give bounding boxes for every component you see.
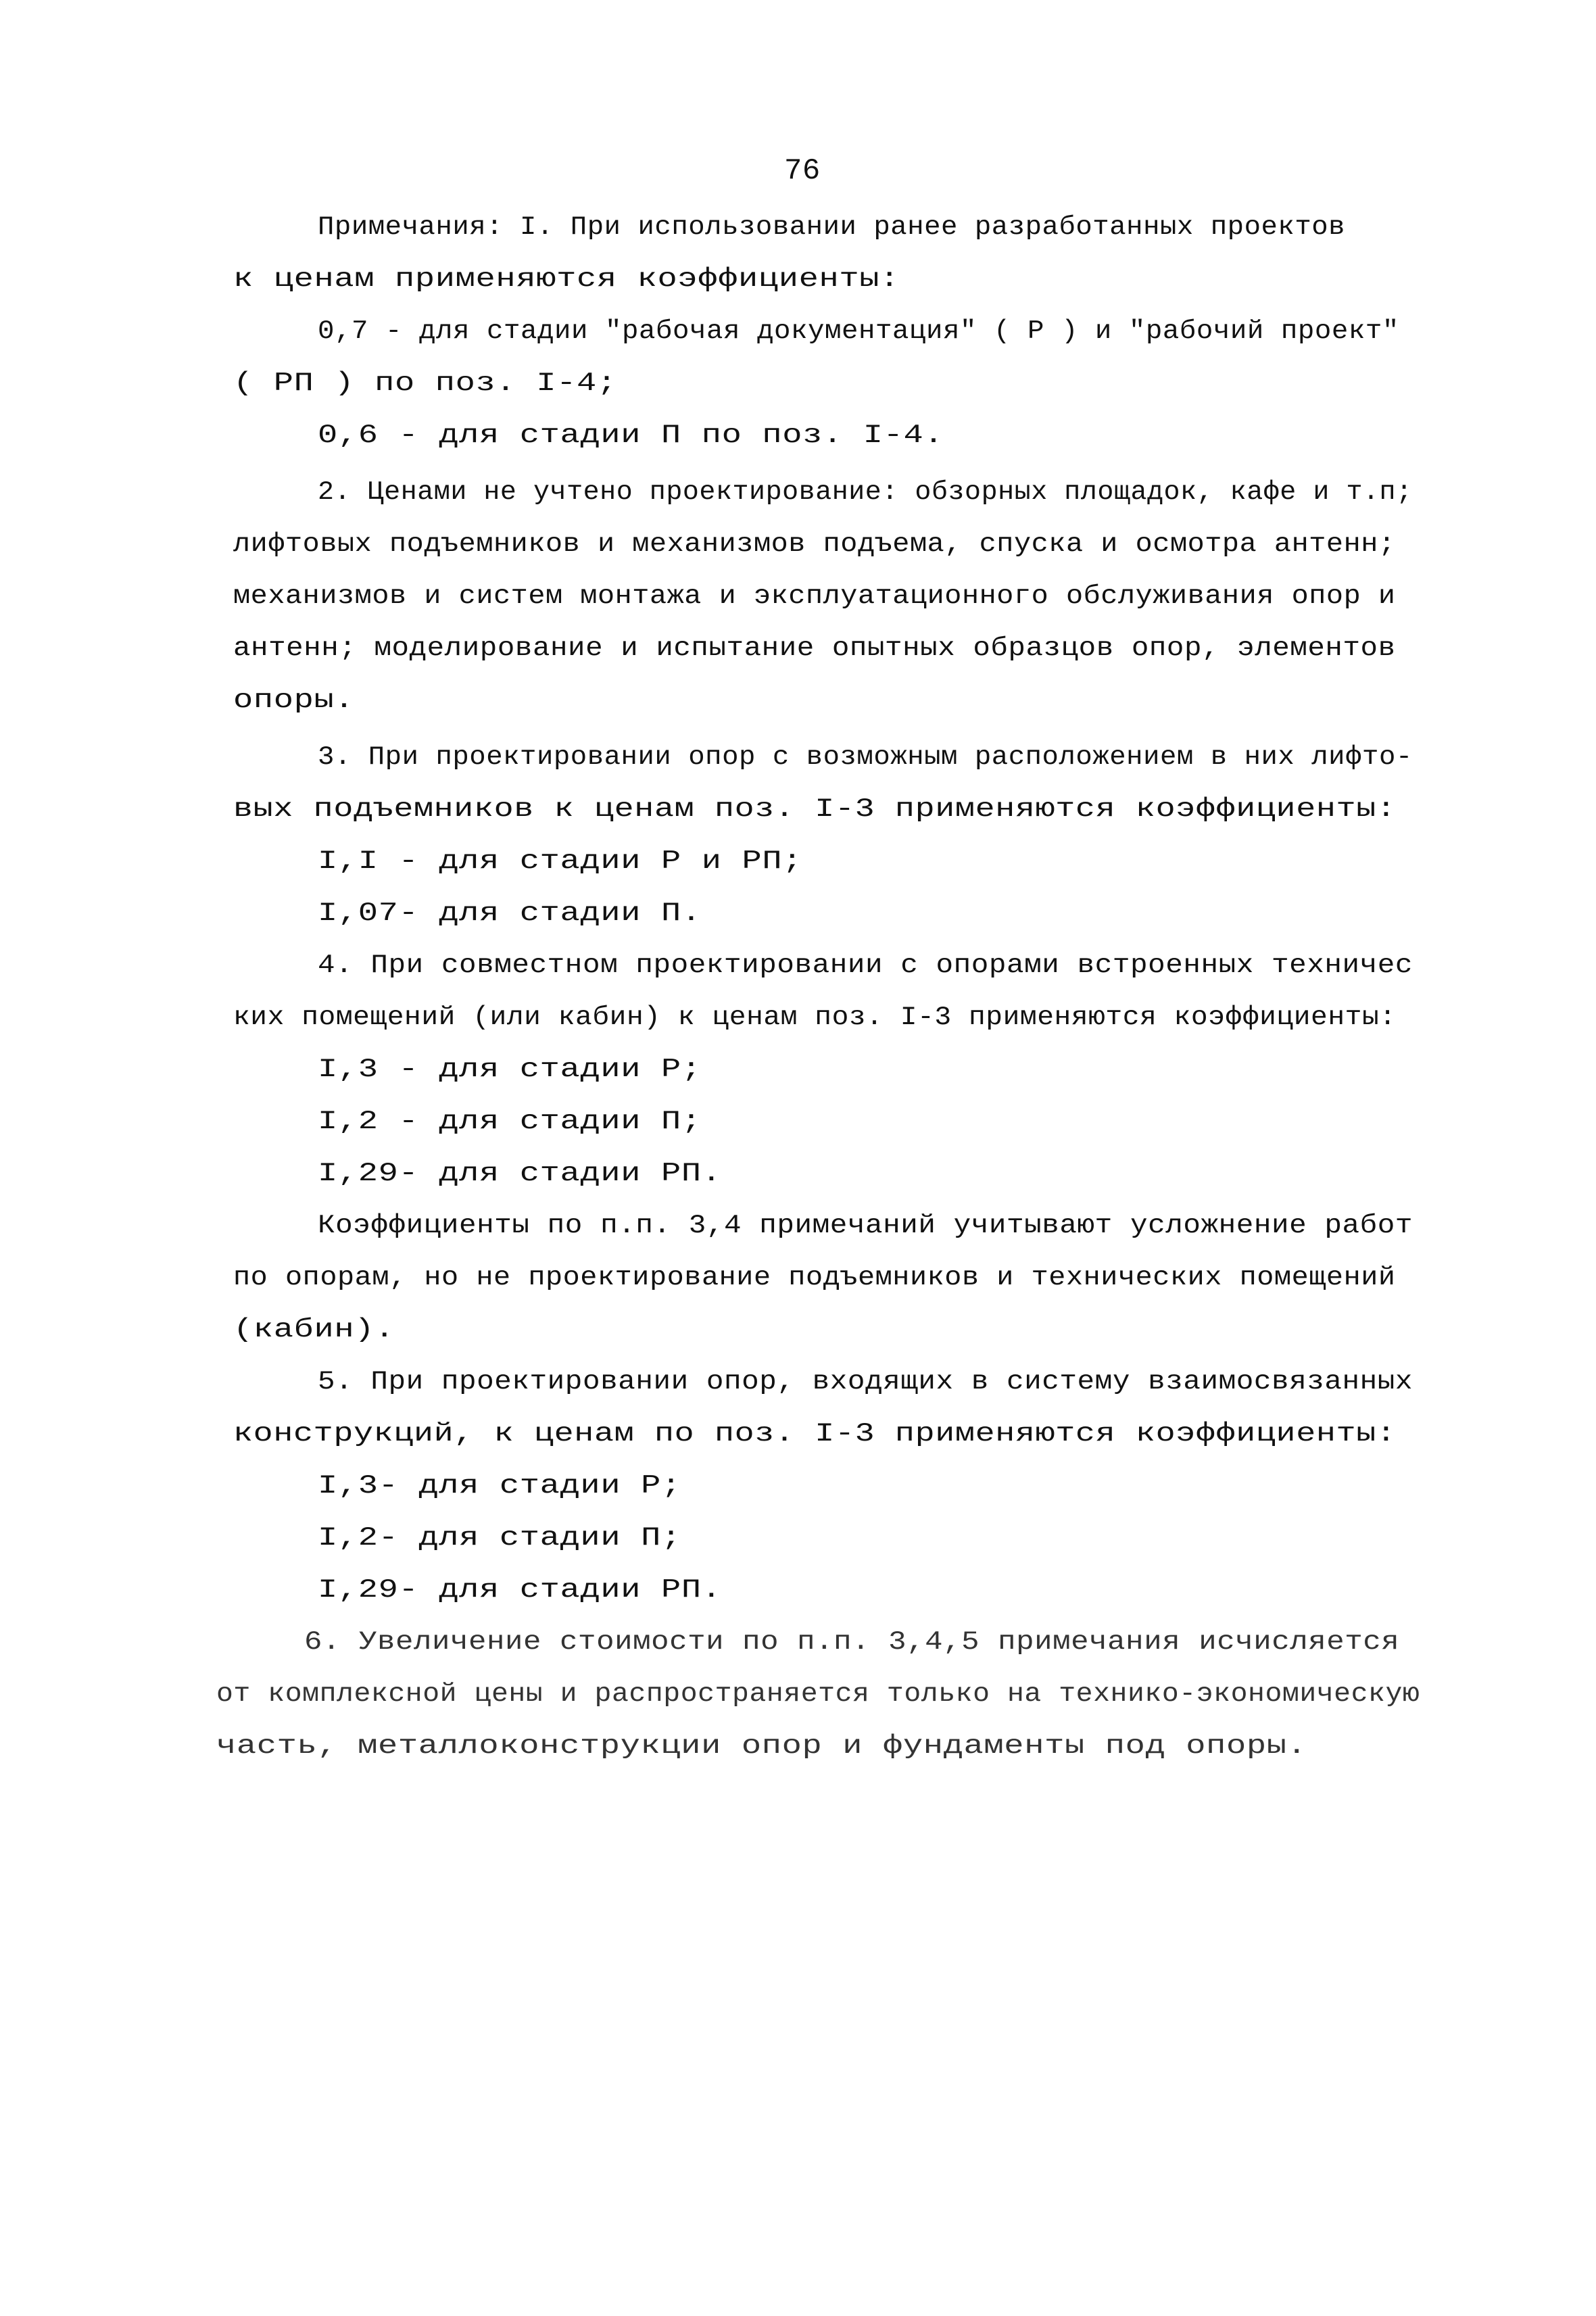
text-line: I,3- для стадии Р; (318, 1471, 681, 1501)
text-line: I,2- для стадии П; (318, 1523, 681, 1553)
note-5-line: 5. При проектировании опор, входящих в систему взаимосвязанных (318, 1367, 1413, 1397)
text-line: 0,7 - для стадии "рабочая документация" ( Р ) и "рабочий проект" (318, 316, 1399, 346)
text-line: вых подъемников к ценам поз. I-3 применяются коэффициенты: (233, 794, 1397, 824)
text-line: I,29- для стадии РП. (318, 1159, 722, 1188)
note-2-line: 2. Ценами не учтено проектирование: обзорных площадок, кафе и т.п; (318, 477, 1413, 507)
page-number: 76 (784, 154, 821, 188)
text-line: I,07- для стадии П. (318, 898, 702, 928)
text-line: часть, металлоконструкции опор и фундаменты под опоры. (216, 1731, 1307, 1761)
text-line: I,I - для стадии Р и РП; (318, 846, 803, 876)
text-line: по опорам, но не проектирование подъемников и технических помещений (233, 1263, 1396, 1293)
note-3-line: 3. При проектировании опор с возможным расположением в них лифто- (318, 742, 1413, 772)
text-line: (кабин). (233, 1315, 395, 1345)
text-line: I,3 - для стадии Р; (318, 1055, 702, 1084)
text-line: от комплексной цены и распространяется только на технико-экономическую (216, 1679, 1420, 1709)
notes-heading-line: Примечания: I. При использовании ранее разработанных проектов (318, 212, 1346, 242)
text-line: конструкций, к ценам по поз. I-3 применяются коэффициенты: (233, 1419, 1397, 1449)
text-line: I,2 - для стадии П; (318, 1107, 702, 1136)
text-line: 0,6 - для стадии П по поз. I-4. (318, 420, 944, 450)
text-line: лифтовых подъемников и механизмов подъема, спуска и осмотра антенн; (233, 529, 1396, 559)
note-6-line: 6. Увеличение стоимости по п.п. 3,4,5 примечания исчисляется (304, 1627, 1400, 1657)
note-4-line: 4. При совместном проектировании с опорами встроенных техничес (318, 950, 1413, 980)
text-line: к ценам применяются коэффициенты: (233, 264, 900, 294)
text-line: механизмов и систем монтажа и эксплуатационного обслуживания опор и (233, 581, 1396, 611)
text-line: ких помещений (или кабин) к ценам поз. I-3 применяются коэффициенты: (233, 1003, 1397, 1032)
text-line: Коэффициенты по п.п. 3,4 примечаний учитывают усложнение работ (318, 1211, 1413, 1240)
text-line: антенн; моделирование и испытание опытных образцов опор, элементов (233, 633, 1396, 663)
text-line: ( РП ) по поз. I-4; (233, 368, 617, 398)
text-line: I,29- для стадии РП. (318, 1575, 722, 1605)
text-line: опоры. (233, 685, 355, 715)
